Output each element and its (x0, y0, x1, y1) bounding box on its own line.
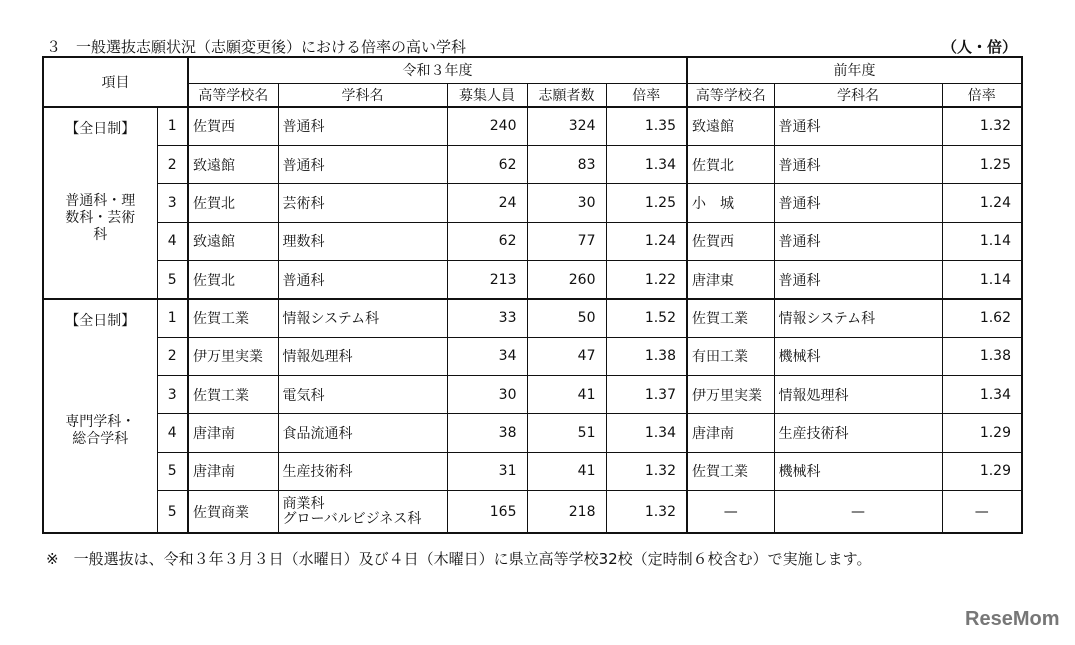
capacity: 213 (447, 261, 527, 299)
dept: 普通科 (278, 145, 447, 183)
table-row (43, 107, 1022, 145)
table-row (43, 452, 1022, 490)
ratio: 1.32 (606, 452, 687, 490)
ratio: 1.34 (606, 145, 687, 183)
prev-dept: 普通科 (774, 145, 942, 183)
capacity: 24 (447, 184, 527, 222)
capacity: 31 (447, 452, 527, 490)
dept: 芸術科 (278, 184, 447, 222)
header-prev-dept: 学科名 (774, 83, 942, 107)
prev-dept: 情報処理科 (774, 376, 942, 414)
capacity: 165 (447, 491, 527, 533)
capacity: 38 (447, 414, 527, 452)
ratio: 1.25 (606, 184, 687, 222)
rank: 4 (157, 222, 188, 260)
prev-dept: 生産技術科 (774, 414, 942, 452)
ratio: 1.32 (606, 491, 687, 533)
school: 佐賀商業 (188, 491, 278, 533)
capacity: 30 (447, 376, 527, 414)
ratio-table (42, 56, 1023, 534)
group-label: 専門学科・総合学科 (65, 414, 136, 447)
table-row (43, 145, 1022, 183)
prev-school: 有田工業 (687, 337, 774, 375)
school: 唐津南 (188, 452, 278, 490)
school: 佐賀工業 (188, 376, 278, 414)
page-title: ３ 一般選抜志願状況（志願変更後）における倍率の高い学科 (46, 38, 467, 56)
prev-school: 佐賀工業 (687, 299, 774, 337)
ratio: 1.34 (606, 414, 687, 452)
school: 伊万里実業 (188, 337, 278, 375)
table-row (43, 184, 1022, 222)
rank: 4 (157, 414, 188, 452)
prev-dept: 情報システム科 (774, 299, 942, 337)
header-prev-ratio: 倍率 (942, 83, 1022, 107)
group-type: 【全日制】 (65, 313, 136, 329)
rank: 2 (157, 337, 188, 375)
table-row (43, 261, 1022, 299)
applicants: 30 (527, 184, 606, 222)
header-capacity: 募集人員 (447, 83, 527, 107)
prev-ratio: 1.62 (942, 299, 1022, 337)
prev-ratio: 1.29 (942, 452, 1022, 490)
applicants: 47 (527, 337, 606, 375)
school: 佐賀北 (188, 184, 278, 222)
group-label: 普通科・理数科・芸術科 (65, 192, 136, 243)
group-label-cell (43, 107, 157, 299)
dept: 食品流通科 (278, 414, 447, 452)
prev-ratio: 1.38 (942, 337, 1022, 375)
prev-dept: 普通科 (774, 107, 942, 145)
table-row (43, 491, 1022, 533)
applicants: 50 (527, 299, 606, 337)
school: 致遠館 (188, 222, 278, 260)
prev-dept: — (774, 491, 942, 533)
table-row (43, 337, 1022, 375)
table-row (43, 222, 1022, 260)
ratio: 1.52 (606, 299, 687, 337)
capacity: 240 (447, 107, 527, 145)
ratio: 1.38 (606, 337, 687, 375)
rank: 2 (157, 145, 188, 183)
ratio: 1.22 (606, 261, 687, 299)
header-ratio: 倍率 (606, 83, 687, 107)
group-type: 【全日制】 (65, 121, 136, 137)
header-current-year: 令和３年度 (188, 57, 687, 83)
ratio: 1.35 (606, 107, 687, 145)
applicants: 51 (527, 414, 606, 452)
school: 唐津南 (188, 414, 278, 452)
capacity: 33 (447, 299, 527, 337)
rank: 5 (157, 491, 188, 533)
prev-ratio: — (942, 491, 1022, 533)
resemom-logo: ReseMom (965, 608, 1060, 630)
applicants: 77 (527, 222, 606, 260)
prev-ratio: 1.14 (942, 261, 1022, 299)
applicants: 41 (527, 376, 606, 414)
applicants: 218 (527, 491, 606, 533)
capacity: 62 (447, 222, 527, 260)
prev-ratio: 1.34 (942, 376, 1022, 414)
capacity: 34 (447, 337, 527, 375)
prev-school: 小 城 (687, 184, 774, 222)
unit-label: （人・倍） (942, 38, 1018, 56)
prev-ratio: 1.24 (942, 184, 1022, 222)
prev-school: 唐津東 (687, 261, 774, 299)
school: 佐賀工業 (188, 299, 278, 337)
rank: 5 (157, 452, 188, 490)
prev-ratio: 1.32 (942, 107, 1022, 145)
applicants: 324 (527, 107, 606, 145)
header-prev-school: 高等学校名 (687, 83, 774, 107)
ratio: 1.37 (606, 376, 687, 414)
applicants: 260 (527, 261, 606, 299)
rank: 3 (157, 184, 188, 222)
prev-ratio: 1.29 (942, 414, 1022, 452)
table-row (43, 414, 1022, 452)
header-applicants: 志願者数 (527, 83, 606, 107)
school: 佐賀西 (188, 107, 278, 145)
prev-school: 佐賀工業 (687, 452, 774, 490)
prev-school: 致遠館 (687, 107, 774, 145)
dept: 理数科 (278, 222, 447, 260)
prev-ratio: 1.14 (942, 222, 1022, 260)
ratio: 1.24 (606, 222, 687, 260)
rank: 5 (157, 261, 188, 299)
school: 佐賀北 (188, 261, 278, 299)
dept: 生産技術科 (278, 452, 447, 490)
rank: 1 (157, 299, 188, 337)
dept: 普通科 (278, 107, 447, 145)
prev-dept: 普通科 (774, 184, 942, 222)
school: 致遠館 (188, 145, 278, 183)
applicants: 83 (527, 145, 606, 183)
dept: 電気科 (278, 376, 447, 414)
prev-school: 佐賀北 (687, 145, 774, 183)
table-row (43, 299, 1022, 337)
header-dept: 学科名 (278, 83, 447, 107)
dept: 情報処理科 (278, 337, 447, 375)
dept: 普通科 (278, 261, 447, 299)
table-row (43, 376, 1022, 414)
prev-dept: 機械科 (774, 337, 942, 375)
dept (278, 491, 447, 533)
header-school: 高等学校名 (188, 83, 278, 107)
rank: 3 (157, 376, 188, 414)
prev-school: — (687, 491, 774, 533)
rank: 1 (157, 107, 188, 145)
prev-school: 伊万里実業 (687, 376, 774, 414)
dept-line1: 商業科 (282, 495, 325, 512)
dept-line2: グローバルビジネス科 (282, 510, 422, 527)
prev-dept: 普通科 (774, 222, 942, 260)
applicants: 41 (527, 452, 606, 490)
footnote: ※ 一般選抜は、令和３年３月３日（水曜日）及び４日（木曜日）に県立高等学校32校（定時制６校含む）で実施します。 (46, 550, 872, 568)
header-previous-year: 前年度 (687, 57, 1022, 83)
prev-ratio: 1.25 (942, 145, 1022, 183)
prev-dept: 機械科 (774, 452, 942, 490)
capacity: 62 (447, 145, 527, 183)
dept: 情報システム科 (278, 299, 447, 337)
prev-school: 佐賀西 (687, 222, 774, 260)
prev-dept: 普通科 (774, 261, 942, 299)
group-label-cell (43, 299, 157, 533)
header-item: 項目 (43, 57, 188, 107)
prev-school: 唐津南 (687, 414, 774, 452)
